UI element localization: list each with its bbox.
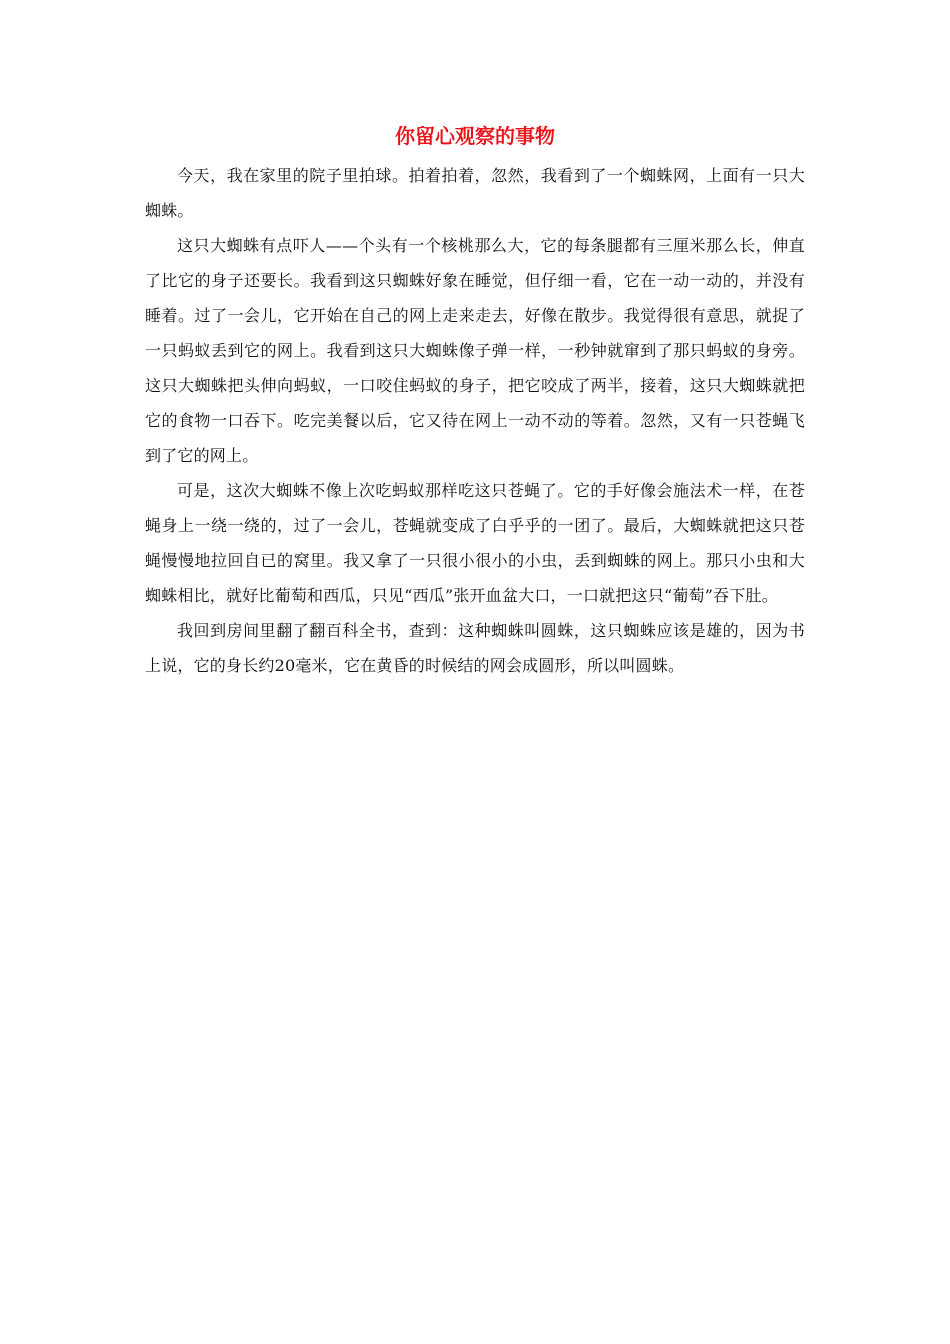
- paragraph-2: 这只大蜘蛛有点吓人——个头有一个核桃那么大，它的每条腿都有三厘米那么长，伸直了比它的身子还要长。我看到这只蜘蛛好象在睡觉，但仔细一看，它在一动一动的，并没有睡着。过了一会儿，它开始在自己的网上走来走去，好像在散步。我觉得很有意思，就捉了一只蚂蚁丢到它的网上。我看到这只大蜘蛛像子弹一样，一秒钟就窜到了那只蚂蚁的身旁。这只大蜘蛛把头伸向蚂蚁，一口咬住蚂蚁的身子，把它咬成了两半，接着，这只大蜘蛛就把它的食物一口吞下。吃完美餐以后，它又待在网上一动不动的等着。忽然，又有一只苍蝇飞到了它的网上。: [145, 236, 805, 465]
- paragraph-1: 今天，我在家里的院子里拍球。拍着拍着，忽然，我看到了一个蜘蛛网，上面有一只大蜘蛛。: [145, 166, 805, 220]
- paragraph-4: 我回到房间里翻了翻百科全书，查到：这种蜘蛛叫圆蛛，这只蜘蛛应该是雄的，因为书上说，它的身长约20毫米，它在黄昏的时候结的网会成圆形，所以叫圆蛛。: [145, 621, 805, 675]
- document-body: [145, 158, 805, 683]
- paragraph-3: 可是，这次大蜘蛛不像上次吃蚂蚁那样吃这只苍蝇了。它的手好像会施法术一样，在苍蝇身上一绕一绕的，过了一会儿，苍蝇就变成了白乎乎的一团了。最后，大蜘蛛就把这只苍蝇慢慢地拉回自已的窝里。我又拿了一只很小很小的小虫，丢到蜘蛛的网上。那只小虫和大蜘蛛相比，就好比葡萄和西瓜，只见“西瓜”张开血盆大口，一口就把这只“葡萄”吞下肚。: [145, 481, 805, 605]
- document-title: 你留心观察的事物: [395, 124, 555, 148]
